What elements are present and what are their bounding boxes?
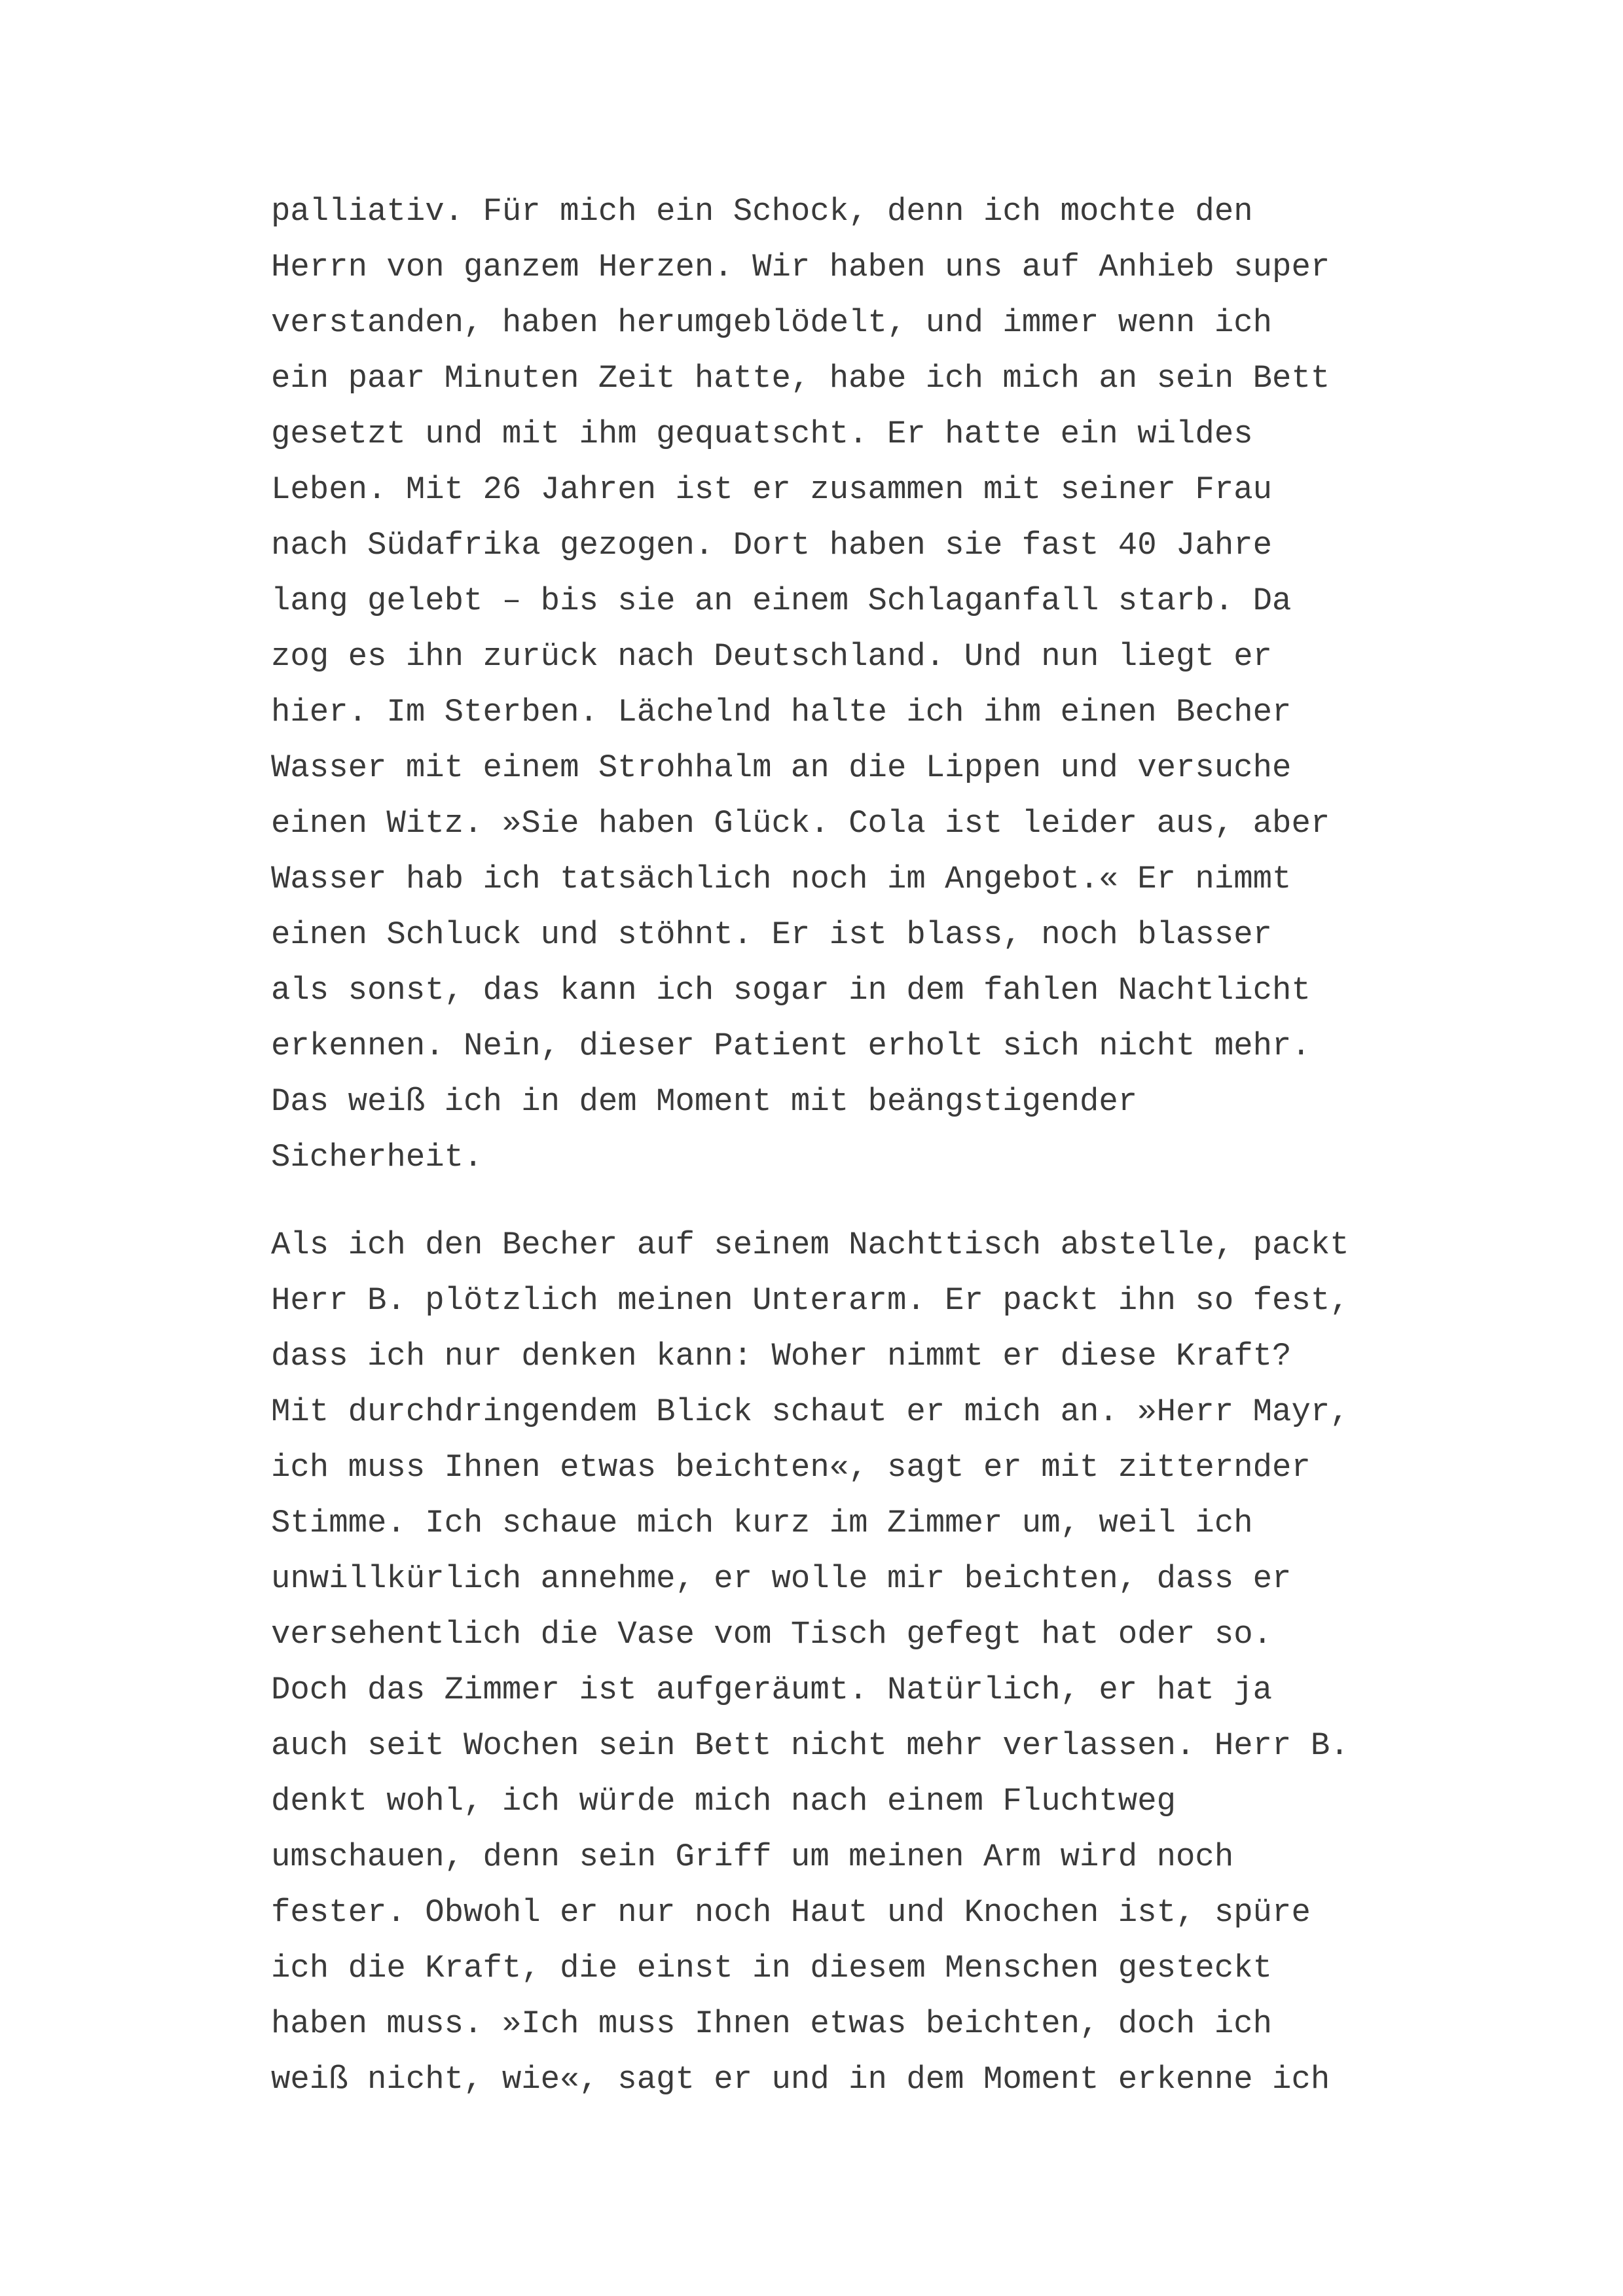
text-line: ein paar Minuten Zeit hatte, habe ich mich an sein Bett [271, 360, 1330, 397]
text-line: einen Witz. »Sie haben Glück. Cola ist leider aus, aber [271, 805, 1330, 842]
text-line: dass ich nur denken kann: Woher nimmt er diese Kraft? [271, 1338, 1292, 1374]
text-line: Leben. Mit 26 Jahren ist er zusammen mit seiner Frau [271, 471, 1273, 508]
text-line: palliativ. Für mich ein Schock, denn ich mochte den [271, 193, 1253, 230]
text-line: Sicherheit. [271, 1139, 483, 1175]
text-line: lang gelebt – bis sie an einem Schlaganfall starb. Da [271, 583, 1292, 619]
text-line: Herr B. plötzlich meinen Unterarm. Er packt ihn so fest, [271, 1282, 1349, 1319]
text-line: als sonst, das kann ich sogar in dem fahlen Nachtlicht [271, 972, 1311, 1009]
text-line: Wasser mit einem Strohhalm an die Lippen und versuche [271, 749, 1292, 786]
text-line: Doch das Zimmer ist aufgeräumt. Natürlich, er hat ja [271, 1672, 1273, 1708]
text-line: zog es ihn zurück nach Deutschland. Und nun liegt er [271, 638, 1273, 675]
paragraph-2 [271, 1217, 1397, 2108]
text-line: umschauen, denn sein Griff um meinen Arm wird noch [271, 1839, 1234, 1875]
text-line: Mit durchdringendem Blick schaut er mich an. »Herr Mayr, [271, 1393, 1349, 1430]
text-line: weiß nicht, wie«, sagt er und in dem Moment erkenne ich [271, 2061, 1330, 2098]
text-line: einen Schluck und stöhnt. Er ist blass, noch blasser [271, 916, 1273, 953]
text-line: versehentlich die Vase vom Tisch gefegt hat oder so. [271, 1616, 1273, 1653]
paragraph-1 [271, 184, 1397, 1185]
text-line: ich die Kraft, die einst in diesem Menschen gesteckt [271, 1950, 1273, 1986]
text-line: Als ich den Becher auf seinem Nachttisch abstelle, packt [271, 1227, 1349, 1263]
text-line: Herrn von ganzem Herzen. Wir haben uns auf Anhieb super [271, 249, 1330, 285]
text-line: fester. Obwohl er nur noch Haut und Knochen ist, spüre [271, 1894, 1311, 1931]
text-line: haben muss. »Ich muss Ihnen etwas beichten, doch ich [271, 2005, 1273, 2042]
text-line: erkennen. Nein, dieser Patient erholt sich nicht mehr. [271, 1028, 1311, 1064]
text-line: Stimme. Ich schaue mich kurz im Zimmer um, weil ich [271, 1505, 1253, 1541]
text-line: Das weiß ich in dem Moment mit beängstigender [271, 1083, 1138, 1120]
text-line: unwillkürlich annehme, er wolle mir beichten, dass er [271, 1560, 1292, 1597]
text-line: Wasser hab ich tatsächlich noch im Angebot.« Er nimmt [271, 861, 1292, 897]
text-line: hier. Im Sterben. Lächelnd halte ich ihm einen Becher [271, 694, 1292, 730]
text-line: gesetzt und mit ihm gequatscht. Er hatte ein wildes [271, 416, 1253, 452]
text-line: nach Südafrika gezogen. Dort haben sie fast 40 Jahre [271, 527, 1273, 564]
text-line: auch seit Wochen sein Bett nicht mehr verlassen. Herr B. [271, 1727, 1349, 1764]
text-line: ich muss Ihnen etwas beichten«, sagt er mit zitternder [271, 1449, 1311, 1486]
text-line: denkt wohl, ich würde mich nach einem Fluchtweg [271, 1783, 1176, 1820]
text-line: verstanden, haben herumgeblödelt, und immer wenn ich [271, 304, 1273, 341]
